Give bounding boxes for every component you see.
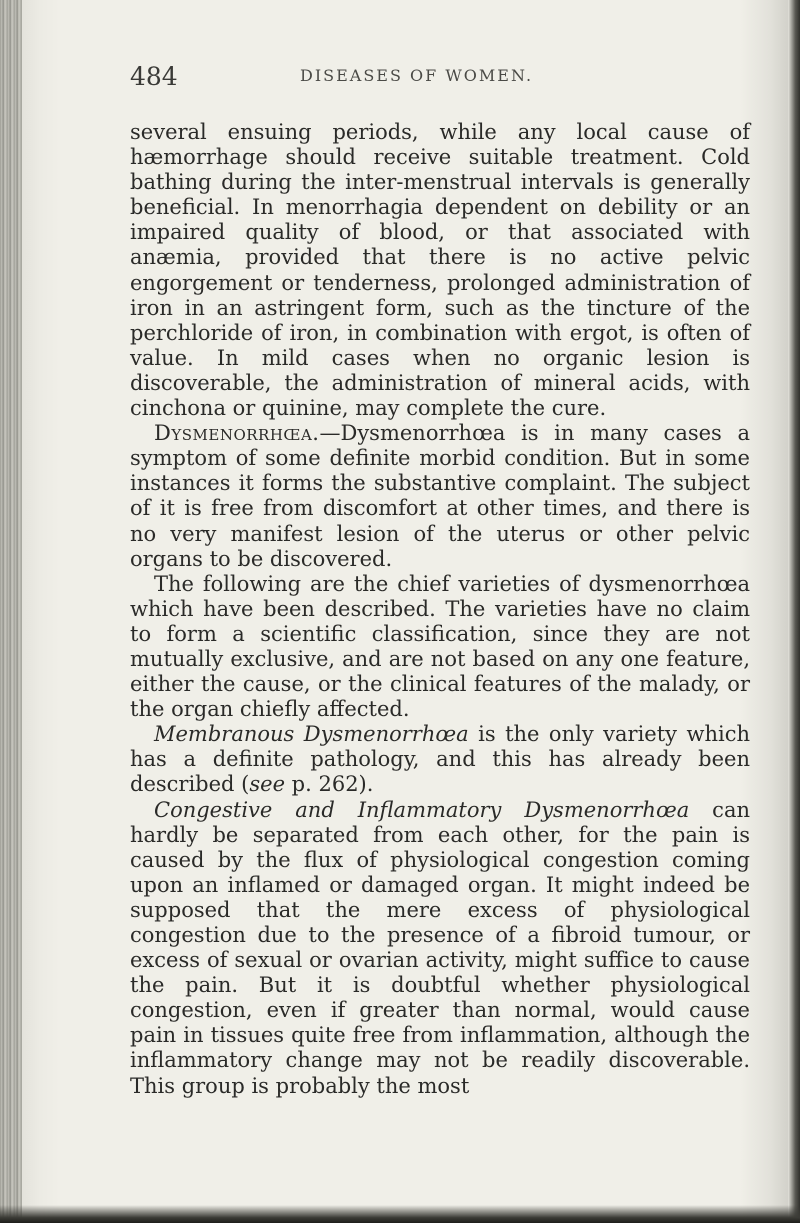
page-number: 484 <box>130 62 178 91</box>
page-body <box>130 120 750 1099</box>
paragraph-text: can hardly be separated from each other, for the pain is caused by the flux of physiological congestion coming upon an inflamed or damaged organ. It might indeed be supposed that the mere excess of physiological congestion due to the presence of a fibroid tumour, or excess of sexual or ovarian activity, might suffice to cause the pain. But it is doubtful whether physiological congestion, even if greater than normal, would cause pain in tissues quite free from inflammation, although the inflammatory change may not be readily discoverable. This group is probably the most <box>130 797 750 1098</box>
paragraph-text: p. 262). <box>285 772 374 797</box>
cross-reference-see: see <box>249 772 285 797</box>
subheading-membranous: Membranous Dysmenorrhœa <box>154 722 469 747</box>
page-header <box>130 62 750 102</box>
section-heading-dysmenorrhoea: Dysmenorrhœa. <box>154 421 320 446</box>
page-right-edge <box>788 0 800 1223</box>
paragraph-varieties: The following are the chief varieties of dysmenorrhœa which have been described. The varieties have no claim to form a scientific classification, since they are not mutually exclusive, and are not based on any one feature, either the cause, or the clinical features of the malady, or the organ chiefly affected. <box>130 571 750 722</box>
subheading-congestive: Congestive and Inflammatory Dysmenorrhœa <box>154 797 690 822</box>
paragraph-congestive <box>130 798 750 1099</box>
paragraph-menorrhagia-treatment: several ensuing periods, while any local cause of hæmorrhage should receive suitable treatment. Cold bathing during the inter-menstrual intervals is generally beneficial. In menorrhagia dependent on debility or an impaired quality of blood, or that associated with anæmia, provided that there is no active pelvic engorgement or tenderness, prolonged administration of iron in an astringent form, such as the tincture of the perchloride of iron, in combination with ergot, is often of value. In mild cases when no organic lesion is discoverable, the administration of mineral acids, with cinchona or quinine, may complete the cure. <box>130 120 750 421</box>
page-bottom-edge <box>0 1205 800 1223</box>
paragraph-text: is the only variety which has a definite pathology, and this has already been described ( <box>130 722 750 797</box>
page-binding-edge <box>0 0 22 1223</box>
paragraph-text: —Dysmenorrhœa is in many cases a symptom of some definite morbid condition. But in some instances it forms the substantive complaint. The subject of it is free from discomfort at other times, and there is no very manifest lesion of the uterus or other pelvic organs to be discovered. <box>130 421 750 571</box>
running-head: DISEASES OF WOMEN. <box>300 66 534 85</box>
paragraph-membranous <box>130 722 750 797</box>
paragraph-dysmenorrhoea <box>130 421 750 572</box>
